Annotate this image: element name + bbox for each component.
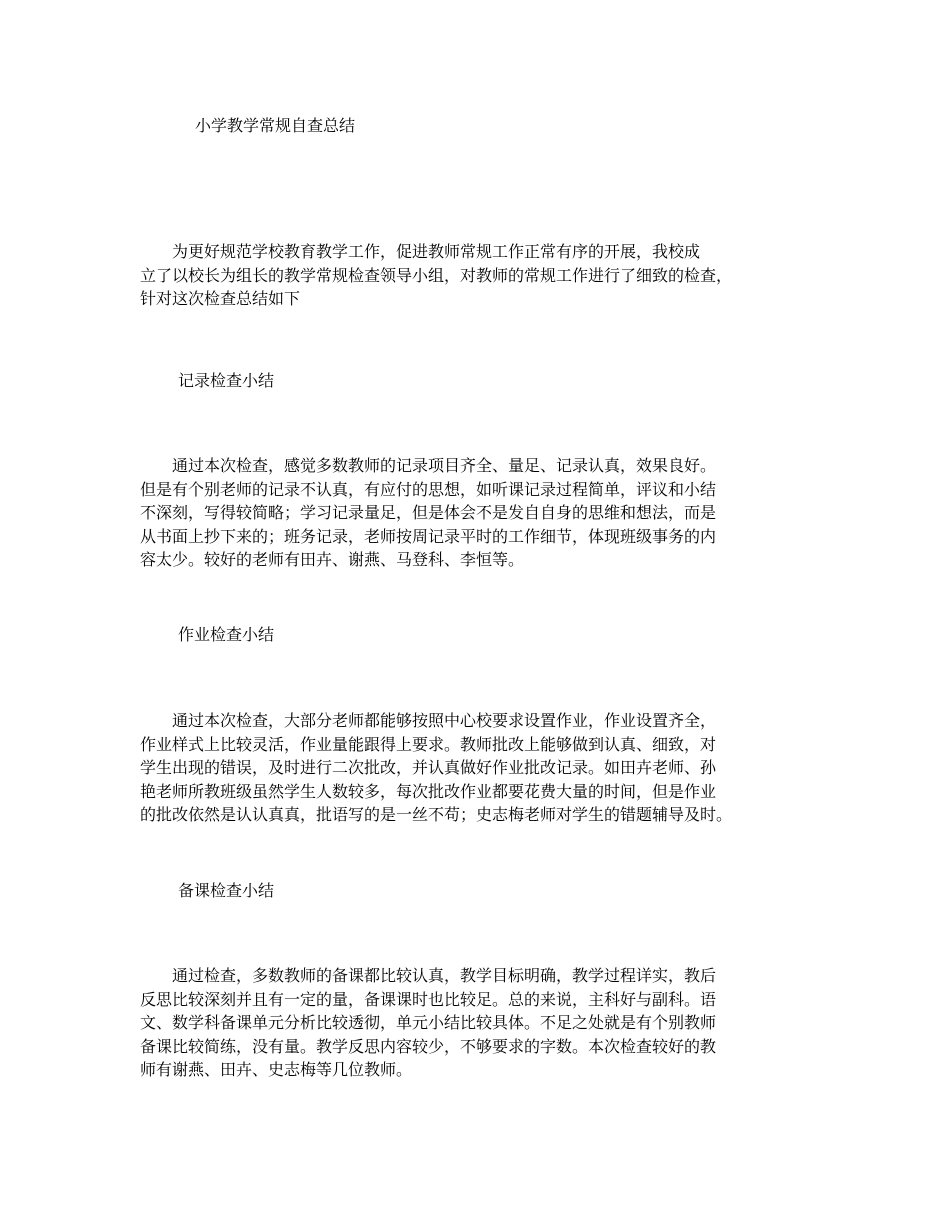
paragraph-line: 但是有个别老师的记录不认真，有应付的思想，如听课记录过程简单，评议和小结 (140, 479, 717, 499)
section-paragraph-records (140, 454, 830, 572)
paragraph-line: 通过检查，多数教师的备课都比较认真，教学目标明确，教学过程详实，教后 (140, 966, 717, 985)
section-paragraph-lesson-prep (140, 964, 830, 1082)
intro-paragraph (140, 240, 830, 311)
paragraph-line: 学生出现的错误，及时进行二次批改，并认真做好作业批改记录。如田卉老师、孙 (140, 758, 717, 777)
paragraph-line: 为更好规范学校教育教学工作，促进教师常规工作正常有序的开展，我校成 (140, 242, 701, 261)
paragraph-line: 的批改依然是认认真真，批语写的是一丝不苟；史志梅老师对学生的错题辅导及时。 (140, 805, 733, 824)
paragraph-line: 备课比较简练，没有量。教学反思内容较少，不够要求的字数。本次检查较好的教 (140, 1036, 717, 1056)
section-heading-homework: 作业检查小结 (178, 625, 275, 644)
paragraph-line: 文、数学科备课单元分析比较透彻，单元小结比较具体。不足之处就是有个别教师 (140, 1013, 717, 1032)
paragraph-line: 从书面上抄下来的；班务记录，老师按周记录平时的工作细节，体现班级事务的内 (140, 526, 717, 546)
paragraph-line: 艳老师所教班级虽然学生人数较多，每次批改作业都要花费大量的时间，但是作业 (140, 781, 717, 801)
paragraph-line: 针对这次检查总结如下 (140, 289, 301, 308)
paragraph-line: 作业样式上比较灵活，作业量能跟得上要求。教师批改上能够做到认真、细致，对 (140, 734, 717, 754)
section-paragraph-homework (140, 709, 830, 827)
paragraph-line: 容太少。较好的老师有田卉、谢燕、马登科、李恒等。 (140, 550, 525, 569)
paragraph-line: 通过本次检查，感觉多数教师的记录项目齐全、量足、记录认真，效果良好。 (140, 456, 717, 475)
section-heading-lesson-prep: 备课检查小结 (178, 881, 275, 900)
paragraph-line: 师有谢燕、田卉、史志梅等几位教师。 (140, 1060, 413, 1079)
paragraph-line: 不深刻，写得较简略；学习记录量足，但是体会不是发自自身的思维和想法，而是 (140, 503, 717, 522)
document-title: 小学教学常规自查总结 (195, 116, 356, 135)
paragraph-line: 通过本次检查，大部分老师都能够按照中心校要求设置作业，作业设置齐全， (140, 711, 717, 730)
paragraph-line: 反思比较深刻并且有一定的量，备课课时也比较足。总的来说，主科好与副科。语 (140, 989, 717, 1009)
paragraph-line: 立了以校长为组长的教学常规检查领导小组，对教师的常规工作进行了细致的检查， (140, 265, 733, 285)
section-heading-records: 记录检查小结 (178, 371, 275, 390)
